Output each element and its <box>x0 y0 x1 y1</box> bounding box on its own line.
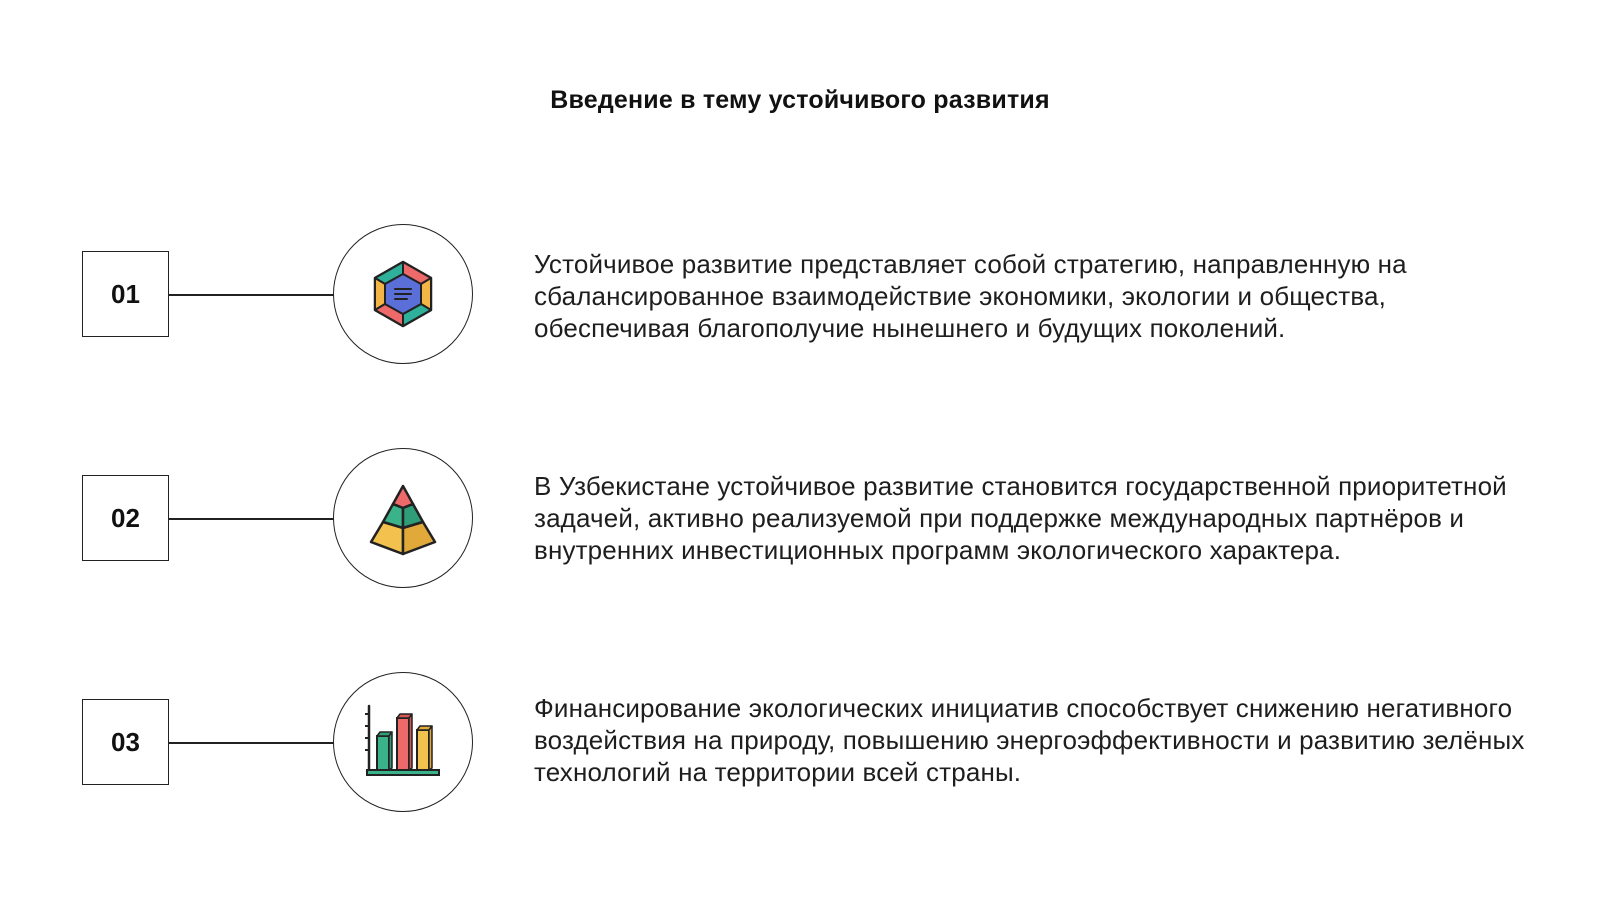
page-title: Введение в тему устойчивого развития <box>550 86 1050 114</box>
item-number-box: 02 <box>82 475 169 561</box>
item-number-box: 03 <box>82 699 169 785</box>
pyramid-icon <box>363 478 443 558</box>
item-description: В Узбекистане устойчивое развитие становится государственной приоритетной задачей, активно реализуемой при поддержке международных партнёров и внутренних инвестиционных программ экологического характера. <box>534 471 1507 565</box>
connector-line <box>169 742 334 744</box>
icon-circle <box>333 672 473 812</box>
bar-chart-icon <box>363 702 443 782</box>
icon-circle <box>333 224 473 364</box>
connector-line <box>169 294 334 296</box>
hexagon-icon <box>363 254 443 334</box>
icon-circle <box>333 448 473 588</box>
connector-line <box>169 518 334 520</box>
item-number-box: 01 <box>82 251 169 337</box>
list-item <box>0 448 1600 588</box>
item-description: Финансирование экологических инициатив способствует снижению негативного воздействия на природу, повышению энергоэффективности и развитию зелёных технологий на территории всей страны. <box>534 693 1525 787</box>
item-description: Устойчивое развитие представляет собой стратегию, направленную на сбалансированное взаимодействие экономики, экологии и общества, обеспечивая благополучие нынешнего и будущих поколений. <box>534 249 1407 343</box>
list-item <box>0 224 1600 364</box>
list-item <box>0 672 1600 812</box>
